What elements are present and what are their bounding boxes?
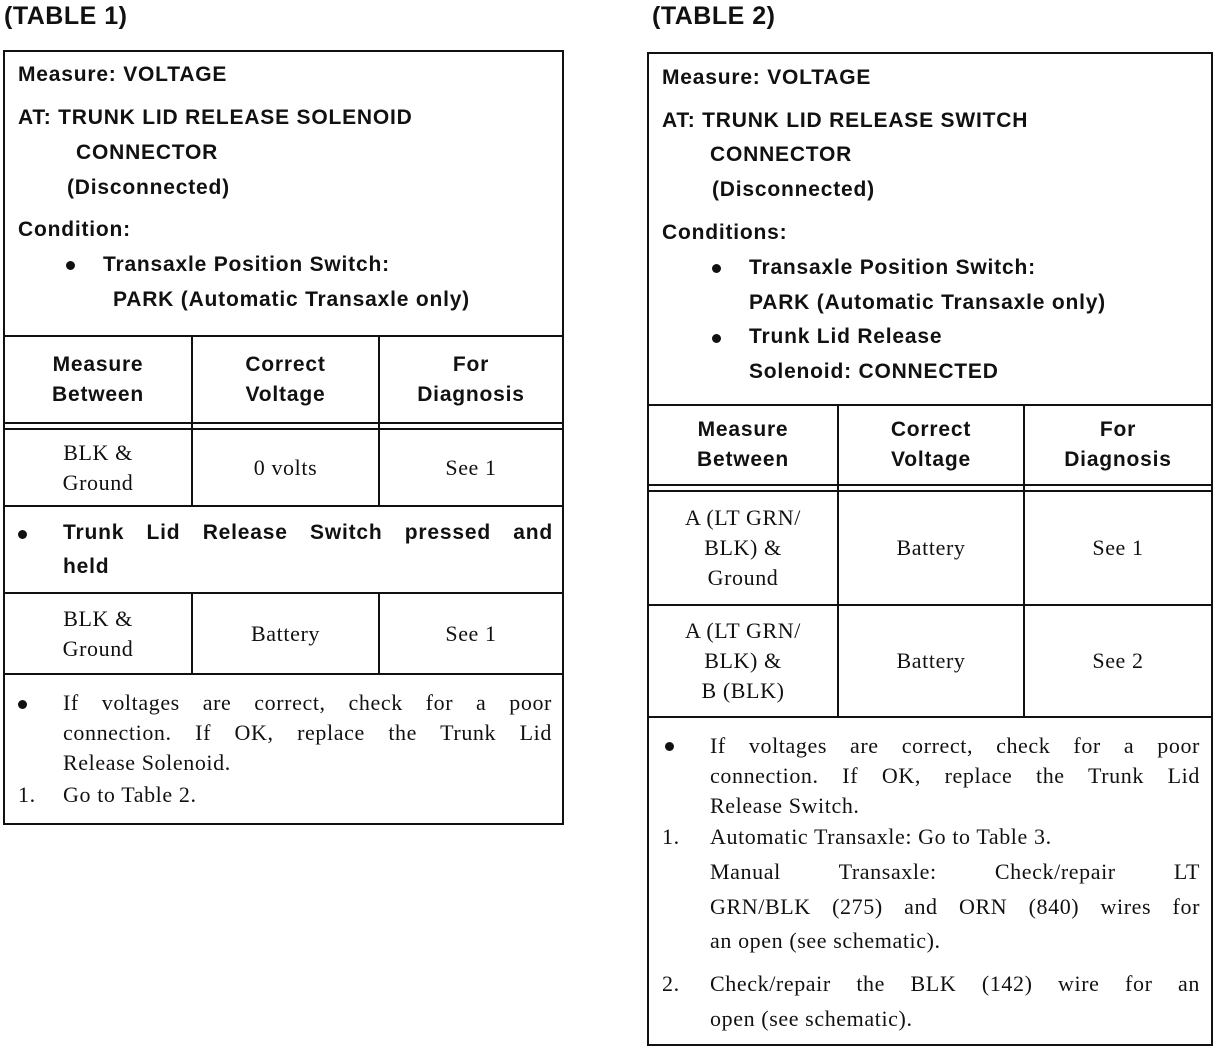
table1-condition-label: Condition: xyxy=(18,218,131,241)
table1-footnote1-text: Go to Table 2. xyxy=(63,782,197,807)
table1-row2-diagnosis: See 1 xyxy=(445,620,497,646)
table1-mid-condition-line1: Trunk Lid Release Switch pressed and xyxy=(63,521,553,544)
table2-footnote1-line3: GRN/BLK (275) and ORN (840) wires for xyxy=(710,894,1200,919)
table2-header-for-diagnosis: For Diagnosis xyxy=(1064,418,1172,471)
table2-row2-diagnosis: See 2 xyxy=(1092,648,1144,673)
table2-footnote2-line2: open (see schematic). xyxy=(710,1006,913,1031)
table1-row2-between: BLK & Ground xyxy=(62,605,134,661)
table2-title: (TABLE 2) xyxy=(652,2,776,30)
table2-at-line1: AT: TRUNK LID RELEASE SWITCH xyxy=(662,109,1029,132)
table2-row1-voltage: Battery xyxy=(896,535,966,560)
table2-note-line1: If voltages are correct, check for a poor xyxy=(710,733,1200,758)
table2-row1-diagnosis: See 1 xyxy=(1092,535,1144,560)
table1 xyxy=(3,50,564,825)
table2-condition2-line1: Trunk Lid Release xyxy=(749,325,943,348)
table1-header-for-diagnosis: For Diagnosis xyxy=(417,352,525,406)
table2-note-line2: connection. If OK, replace the Trunk Lid xyxy=(710,763,1200,788)
table2-header-measure-between: Measure Between xyxy=(697,418,789,471)
bullet-icon xyxy=(712,334,721,343)
table2-footnote1-line4: an open (see schematic). xyxy=(710,928,941,953)
table1-note-line2: connection. If OK, replace the Trunk Lid xyxy=(63,720,552,745)
table2-footnote1-number: 1. xyxy=(662,824,680,849)
table1-at-line3: (Disconnected) xyxy=(67,176,230,199)
table2-footnote2-number: 2. xyxy=(662,971,680,996)
bullet-icon xyxy=(66,261,75,270)
table2-at-line3: (Disconnected) xyxy=(712,178,875,201)
table2-footnote2-line1: Check/repair the BLK (142) wire for an xyxy=(710,971,1200,996)
bullet-icon xyxy=(18,530,27,539)
table1-row1-diagnosis: See 1 xyxy=(445,454,497,480)
table1-measure: Measure: VOLTAGE xyxy=(18,63,228,86)
table2 xyxy=(647,52,1213,1046)
table2-conditions-label: Conditions: xyxy=(662,221,788,244)
table1-row1-between: BLK & Ground xyxy=(62,439,134,495)
table1-condition-line1: Transaxle Position Switch: xyxy=(103,253,390,276)
table2-row2-between: A (LT GRN/ BLK) & B (BLK) xyxy=(684,618,802,703)
table2-note-line3: Release Switch. xyxy=(710,793,860,818)
table2-condition1-line1: Transaxle Position Switch: xyxy=(749,256,1036,279)
table2-condition1-line2: PARK (Automatic Transaxle only) xyxy=(749,291,1106,314)
bullet-icon xyxy=(665,742,674,751)
table1-note-line3: Release Solenoid. xyxy=(63,750,231,775)
table2-at-line2: CONNECTOR xyxy=(710,143,853,166)
table1-row1-voltage: 0 volts xyxy=(253,454,318,480)
table2-footnote1-line2: Manual Transaxle: Check/repair LT xyxy=(710,859,1200,884)
table2-row1-between: A (LT GRN/ BLK) & Ground xyxy=(684,505,802,590)
table1-title: (TABLE 1) xyxy=(4,2,128,30)
table2-header-correct-voltage: Correct Voltage xyxy=(890,418,972,471)
table2-row2-voltage: Battery xyxy=(896,648,966,673)
table1-header-measure-between: Measure Between xyxy=(52,352,144,406)
table1-mid-condition-line2: held xyxy=(63,555,110,578)
table1-at-line1: AT: TRUNK LID RELEASE SOLENOID xyxy=(18,106,413,129)
table1-row2-voltage: Battery xyxy=(251,620,320,646)
bullet-icon xyxy=(18,700,27,709)
table1-at-line2: CONNECTOR xyxy=(76,141,219,164)
table2-condition2-line2: Solenoid: CONNECTED xyxy=(749,360,999,383)
bullet-icon xyxy=(712,264,721,273)
table2-measure: Measure: VOLTAGE xyxy=(662,66,872,89)
table2-footnote1-line1: Automatic Transaxle: Go to Table 3. xyxy=(710,824,1052,849)
table1-note-line1: If voltages are correct, check for a poor xyxy=(63,690,552,715)
table1-condition-line2: PARK (Automatic Transaxle only) xyxy=(113,288,470,311)
table1-header-correct-voltage: Correct Voltage xyxy=(245,352,326,406)
table1-footnote1-number: 1. xyxy=(18,782,36,807)
